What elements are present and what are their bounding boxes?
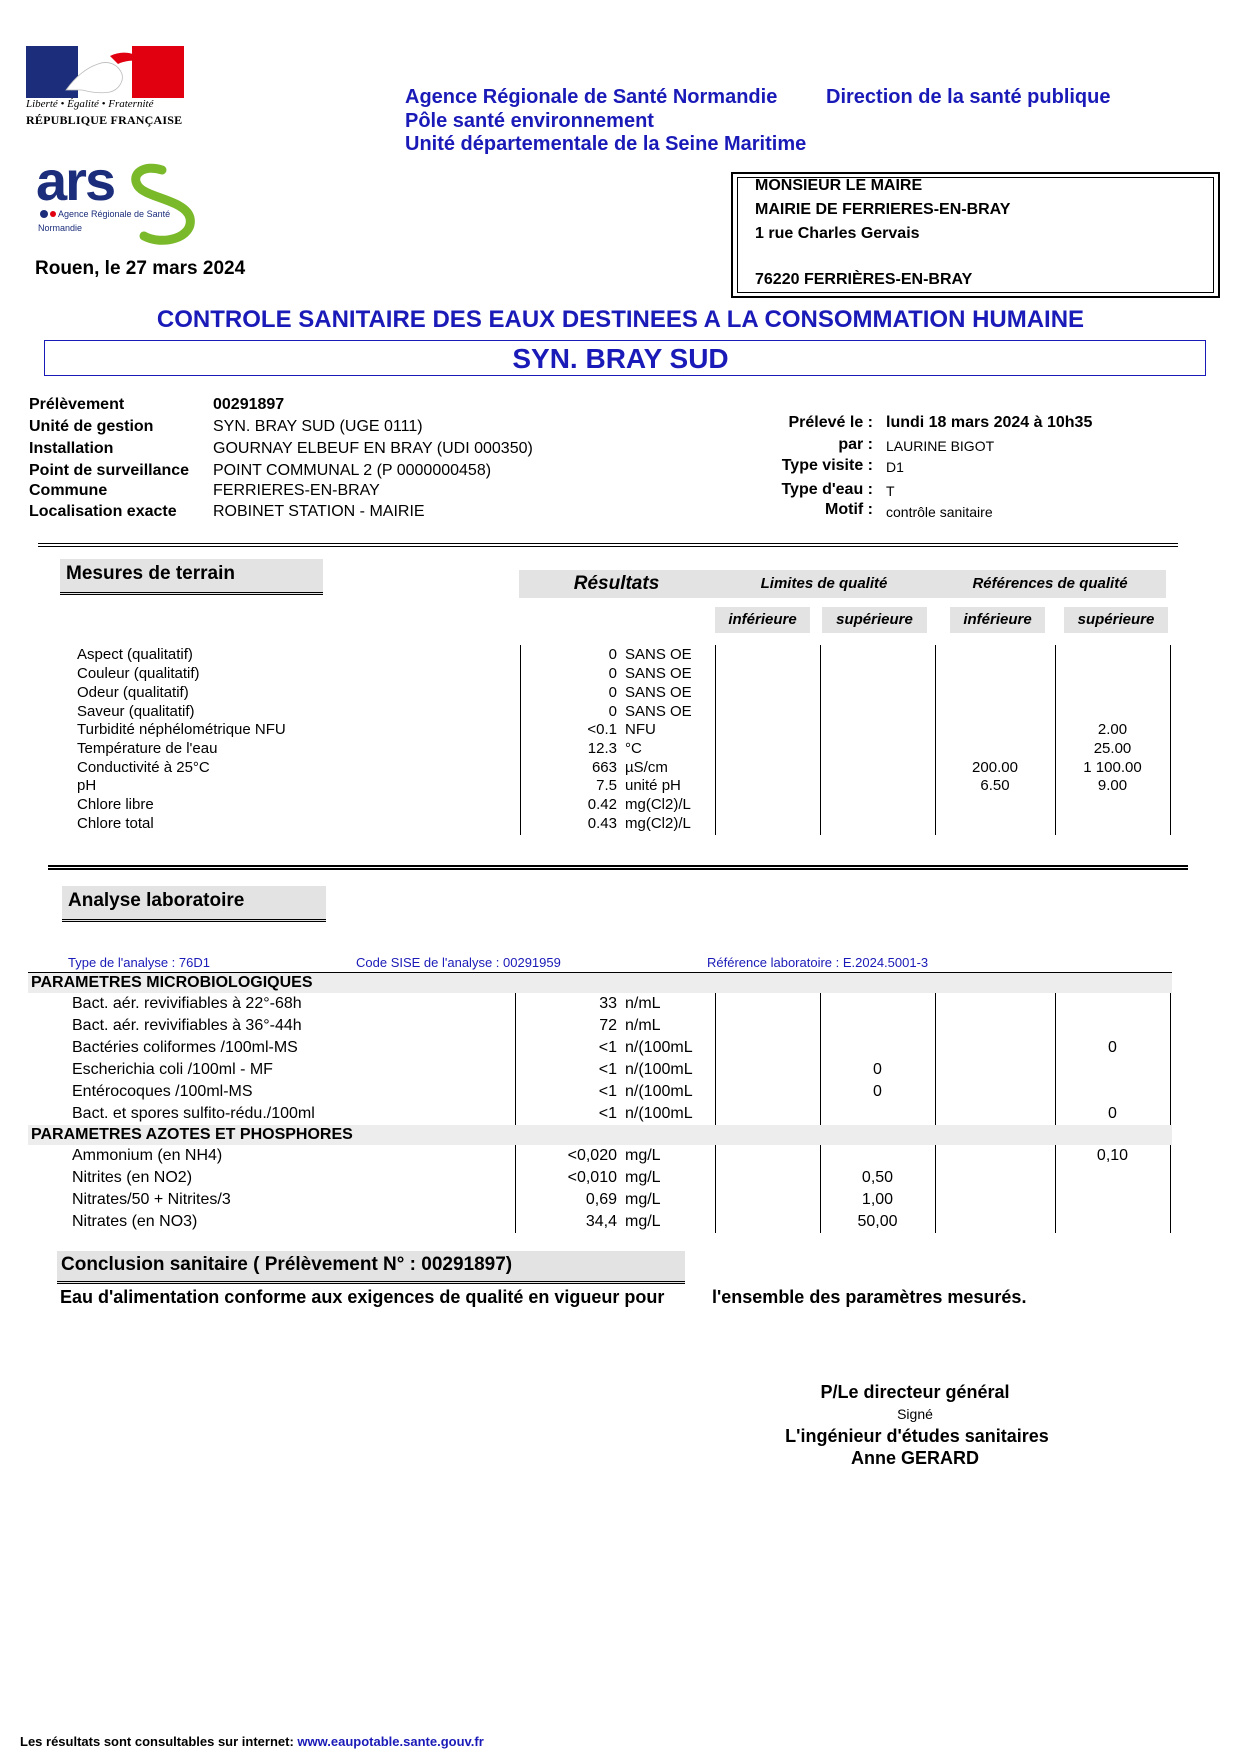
- recipient-line1: MONSIEUR LE MAIRE: [755, 177, 923, 194]
- unit-cell: SANS OE: [625, 646, 692, 663]
- info-label: Localisation exacte: [29, 503, 177, 520]
- group-header: PARAMETRES MICROBIOLOGIQUES: [31, 974, 313, 991]
- ref-sup-cell: 9.00: [1097, 777, 1128, 794]
- col-separator: [515, 1145, 516, 1233]
- info-value: D1: [886, 459, 904, 475]
- param-cell: Entérocoques /100ml-MS: [72, 1083, 253, 1100]
- col-limits-header: Limites de qualité: [714, 570, 934, 598]
- rf-name: RÉPUBLIQUE FRANÇAISE: [26, 113, 183, 127]
- value-cell: 0,69: [585, 1191, 617, 1208]
- param-cell: Bactéries coliformes /100ml-MS: [72, 1039, 298, 1056]
- limit-sup-cell: 0: [873, 1083, 882, 1100]
- unit-cell: SANS OE: [625, 703, 692, 720]
- conclusion-text-b: l'ensemble des paramètres mesurés.: [712, 1287, 1027, 1307]
- value-cell: 7.5: [596, 777, 617, 794]
- info-value: FERRIERES-EN-BRAY: [213, 482, 380, 499]
- unit-cell: n/(100mL: [625, 1083, 693, 1100]
- value-cell: <0,020: [567, 1147, 617, 1164]
- agency-line3: Unité départementale de la Seine Maritime: [405, 133, 807, 155]
- value-cell: <0.1: [587, 721, 617, 738]
- value-cell: <1: [598, 1061, 617, 1078]
- info-value: ROBINET STATION - MAIRIE: [213, 503, 425, 520]
- unit-cell: mg/L: [625, 1169, 661, 1186]
- table-row: [0, 646, 1241, 665]
- param-cell: Bact. aér. revivifiables à 22°-68h: [72, 995, 302, 1012]
- info-value: POINT COMMUNAL 2 (P 0000000458): [213, 462, 492, 479]
- footer-link[interactable]: www.eaupotable.sante.gouv.fr: [297, 1734, 484, 1749]
- signature-signed: Signé: [897, 1406, 933, 1422]
- marianne-logo: [26, 46, 184, 98]
- col-ref-sup-header: supérieure: [1064, 607, 1168, 633]
- value-cell: 0.42: [587, 796, 617, 813]
- col-lim-inf-header: inférieure: [715, 607, 810, 633]
- ref-inf-cell: 6.50: [980, 777, 1010, 794]
- col-lim-sup-header: supérieure: [822, 607, 927, 633]
- value-cell: 12.3: [587, 740, 617, 757]
- ref-sup-cell: 0: [1108, 1105, 1117, 1122]
- param-cell: Bact. aér. revivifiables à 36°-44h: [72, 1017, 302, 1034]
- agency-line2: Pôle santé environnement: [405, 110, 654, 132]
- ref-sup-cell: 0: [1108, 1039, 1117, 1056]
- conclusion-text-a: Eau d'alimentation conforme aux exigences de qualité en vigueur pour: [60, 1287, 665, 1307]
- param-cell: Chlore total: [77, 815, 154, 832]
- value-cell: 72: [599, 1017, 617, 1034]
- unit-cell: n/(100mL: [625, 1105, 693, 1122]
- param-cell: Nitrates/50 + Nitrites/3: [72, 1191, 231, 1208]
- info-value: LAURINE BIGOT: [886, 438, 995, 454]
- unit-cell: mg/L: [625, 1191, 661, 1208]
- unit-cell: mg/L: [625, 1147, 661, 1164]
- unit-cell: n/mL: [625, 1017, 661, 1034]
- page-subtitle: SYN. BRAY SUD: [512, 343, 729, 374]
- agency-line1b: Direction de la santé publique: [826, 86, 1111, 108]
- param-cell: Saveur (qualitatif): [77, 703, 195, 720]
- param-cell: Température de l'eau: [77, 740, 218, 757]
- param-cell: Odeur (qualitatif): [77, 684, 189, 701]
- unit-cell: mg(Cl2)/L: [625, 796, 691, 813]
- col-separator: [1055, 1145, 1056, 1233]
- param-cell: Chlore libre: [77, 796, 154, 813]
- unit-cell: NFU: [625, 721, 656, 738]
- group-header: PARAMETRES AZOTES ET PHOSPHORES: [31, 1126, 353, 1143]
- agency-line1: Agence Régionale de Santé Normandie: [405, 86, 778, 108]
- col-separator: [820, 1145, 821, 1233]
- info-value: contrôle sanitaire: [886, 504, 993, 520]
- unit-cell: µS/cm: [625, 759, 668, 776]
- value-cell: 0: [608, 665, 617, 682]
- ars-logo-sub1: Agence Régionale de Santé: [58, 209, 171, 219]
- col-separator: [1055, 993, 1056, 1125]
- value-cell: 0.43: [587, 815, 617, 832]
- ref-inf-cell: 200.00: [972, 759, 1018, 776]
- col-results-header: Résultats: [519, 570, 714, 598]
- param-cell: Nitrites (en NO2): [72, 1169, 193, 1186]
- section-terrain-title: Mesures de terrain: [60, 559, 323, 595]
- ref-sup-cell: 25.00: [1093, 740, 1132, 757]
- info-value: lundi 18 mars 2024 à 10h35: [886, 414, 1093, 431]
- footer: [20, 1734, 484, 1749]
- param-cell: Bact. et spores sulfito-rédu./100ml: [72, 1105, 315, 1122]
- limit-sup-cell: 1,00: [861, 1191, 894, 1208]
- unit-cell: n/mL: [625, 995, 661, 1012]
- col-separator: [1170, 1145, 1171, 1233]
- param-cell: Aspect (qualitatif): [77, 646, 193, 663]
- param-cell: Couleur (qualitatif): [77, 665, 200, 682]
- divider: [48, 865, 1188, 870]
- info-label: Type d'eau :: [781, 481, 873, 498]
- unit-cell: mg/L: [625, 1213, 661, 1230]
- param-cell: Escherichia coli /100ml - MF: [72, 1061, 273, 1078]
- col-separator: [515, 993, 516, 1125]
- analysis-type: Type de l'analyse : 76D1: [68, 955, 210, 970]
- unit-cell: unité pH: [625, 777, 681, 794]
- value-cell: 0: [608, 703, 617, 720]
- recipient-line4: 76220 FERRIÈRES-EN-BRAY: [755, 271, 973, 288]
- info-label: Point de surveillance: [29, 462, 190, 479]
- table-row: [0, 759, 1241, 778]
- table-row: [0, 721, 1241, 740]
- rf-motto: Liberté • Égalité • Fraternité: [26, 98, 154, 110]
- value-cell: <0,010: [567, 1169, 617, 1186]
- info-value: GOURNAY ELBEUF EN BRAY (UDI 000350): [213, 440, 533, 457]
- value-cell: 0: [608, 684, 617, 701]
- table-row: [0, 796, 1241, 815]
- col-separator: [935, 1145, 936, 1233]
- param-cell: Ammonium (en NH4): [72, 1147, 223, 1164]
- ref-sup-cell: 0,10: [1096, 1147, 1129, 1164]
- ref-sup-cell: 1 100.00: [1083, 759, 1142, 776]
- col-refs-header: Références de qualité: [934, 570, 1166, 598]
- ars-logo-letters: ars: [36, 149, 115, 212]
- value-cell: 34,4: [585, 1213, 617, 1230]
- limit-sup-cell: 0,50: [861, 1169, 894, 1186]
- unit-cell: SANS OE: [625, 665, 692, 682]
- info-value: SYN. BRAY SUD (UGE 0111): [213, 418, 423, 435]
- info-label: Commune: [29, 482, 108, 499]
- table-row: [0, 740, 1241, 759]
- table-row: [0, 777, 1241, 796]
- info-value: T: [886, 483, 895, 499]
- signature-line1: P/Le directeur général: [820, 1382, 1010, 1402]
- lab-reference: Référence laboratoire : E.2024.5001-3: [707, 955, 929, 970]
- info-label: Prélèvement: [29, 396, 125, 413]
- param-cell: Nitrates (en NO3): [72, 1213, 198, 1230]
- limit-sup-cell: 0: [873, 1061, 882, 1078]
- info-label: Installation: [29, 440, 114, 457]
- ref-sup-cell: 2.00: [1097, 721, 1128, 738]
- info-label: Motif :: [825, 501, 873, 518]
- unit-cell: n/(100mL: [625, 1039, 693, 1056]
- city-date: Rouen, le 27 mars 2024: [35, 258, 246, 279]
- value-cell: <1: [598, 1105, 617, 1122]
- table-row: [0, 703, 1241, 722]
- col-ref-inf-header: inférieure: [950, 607, 1045, 633]
- value-cell: <1: [598, 1083, 617, 1100]
- footer-text: Les résultats sont consultables sur internet:: [20, 1734, 294, 1749]
- table-row: [0, 684, 1241, 703]
- col-separator: [1170, 993, 1171, 1125]
- value-cell: 663: [591, 759, 617, 776]
- recipient-line2: MAIRIE DE FERRIERES-EN-BRAY: [755, 201, 1011, 218]
- analysis-sise-code: Code SISE de l'analyse : 00291959: [356, 955, 561, 970]
- signature-line3: L'ingénieur d'études sanitaires: [785, 1426, 1049, 1446]
- conclusion-title: Conclusion sanitaire ( Prélèvement N° : 00291897): [57, 1251, 685, 1284]
- col-separator: [715, 1145, 716, 1233]
- unit-cell: n/(100mL: [625, 1061, 693, 1078]
- info-label: par :: [838, 436, 873, 453]
- signature-name: Anne GERARD: [850, 1448, 979, 1468]
- ars-logo-sub2: Normandie: [38, 223, 83, 233]
- param-cell: pH: [77, 777, 97, 794]
- section-labo-title: Analyse laboratoire: [62, 886, 326, 922]
- limit-sup-cell: 50,00: [857, 1213, 898, 1230]
- page-title: CONTROLE SANITAIRE DES EAUX DESTINEES A LA CONSOMMATION HUMAINE: [156, 306, 1085, 333]
- recipient-line3: 1 rue Charles Gervais: [755, 225, 920, 242]
- param-cell: Turbidité néphélométrique NFU: [77, 721, 286, 738]
- col-separator: [715, 993, 716, 1125]
- unit-cell: °C: [625, 740, 642, 757]
- info-label: Type visite :: [781, 457, 873, 474]
- table-row: [0, 815, 1241, 834]
- info-label: Prélevé le :: [788, 414, 873, 431]
- unit-cell: mg(Cl2)/L: [625, 815, 691, 832]
- unit-cell: SANS OE: [625, 684, 692, 701]
- divider: [38, 543, 1178, 547]
- value-cell: 33: [599, 995, 617, 1012]
- info-label: Unité de gestion: [29, 418, 154, 435]
- table-row: [0, 665, 1241, 684]
- param-cell: Conductivité à 25°C: [77, 759, 210, 776]
- value-cell: 0: [608, 646, 617, 663]
- ars-logo: [34, 149, 204, 250]
- col-separator: [820, 993, 821, 1125]
- info-value: 00291897: [213, 396, 285, 413]
- col-separator: [935, 993, 936, 1125]
- value-cell: <1: [598, 1039, 617, 1056]
